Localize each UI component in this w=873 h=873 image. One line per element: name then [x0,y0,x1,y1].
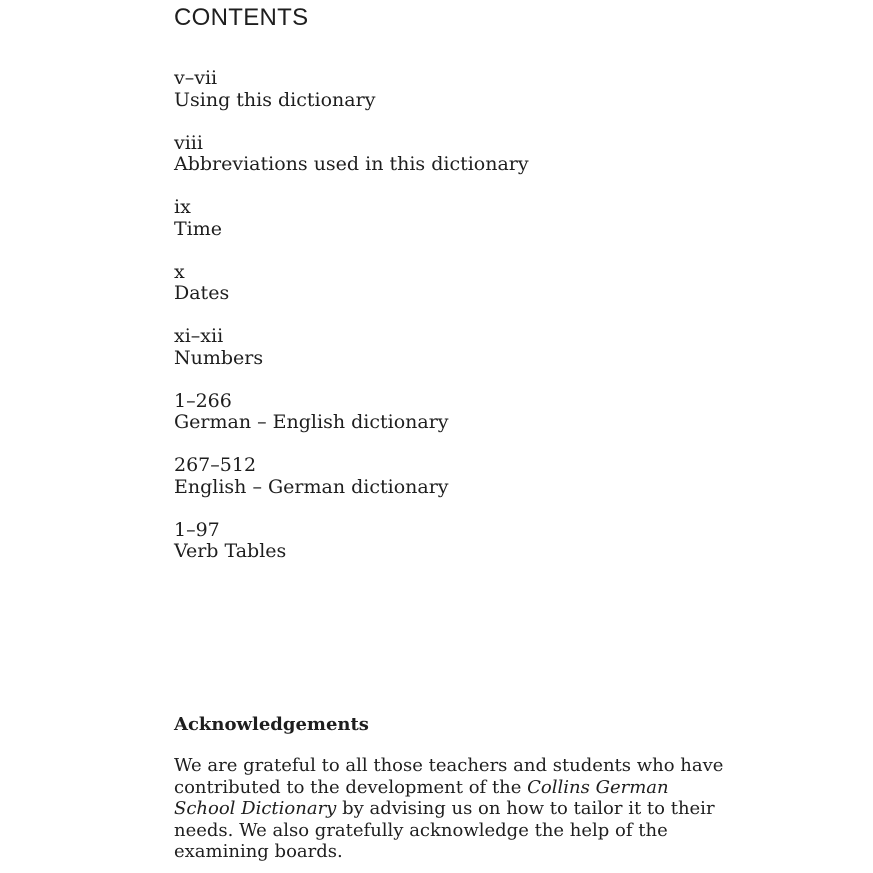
toc-entry-title: Time [174,217,223,240]
toc-entry-title: Dates [174,282,230,304]
toc-page-range: v–vii [174,67,218,89]
toc-entry [174,455,734,498]
toc-entry [174,326,734,369]
toc-entry [174,197,734,240]
acknowledgements-text [174,755,734,863]
acknowledgements-text-part1: We are grateful to all those teachers and students who have contributed to the development of the [174,755,724,798]
contents-section [174,0,734,584]
toc-entry [174,520,734,563]
contents-title: CONTENTS [174,4,309,31]
toc-entry-title: German – English dictionary [174,411,449,433]
acknowledgements-text-part2: by advising us on how to tailor it to their needs. We also gratefully acknowledge the help of the examining boards. [174,798,715,862]
toc-entry-title: Numbers [174,346,264,369]
toc-page-range: 1–97 [174,518,220,541]
toc-page-range: viii [174,131,203,154]
toc-entry-title: Using this dictionary [174,88,376,111]
toc-page-range: 267–512 [174,454,257,476]
toc-entry-title: Abbreviations used in this dictionary [174,153,529,175]
toc-page-range: xi–xii [174,325,224,347]
toc-entry [174,262,734,305]
toc-entry-title: English – German dictionary [174,475,449,498]
table-of-contents [174,68,734,563]
dictionary-title: Collins German School Dictionary [174,776,669,819]
toc-page-range: ix [174,196,191,218]
toc-entry [174,68,734,111]
acknowledgements-heading: Acknowledgements [174,714,369,735]
toc-entry [174,133,734,176]
toc-entry-title: Verb Tables [174,540,287,562]
toc-page-range: 1–266 [174,389,232,412]
toc-entry [174,391,734,434]
toc-page-range: x [174,260,185,283]
acknowledgements-section [174,713,734,863]
